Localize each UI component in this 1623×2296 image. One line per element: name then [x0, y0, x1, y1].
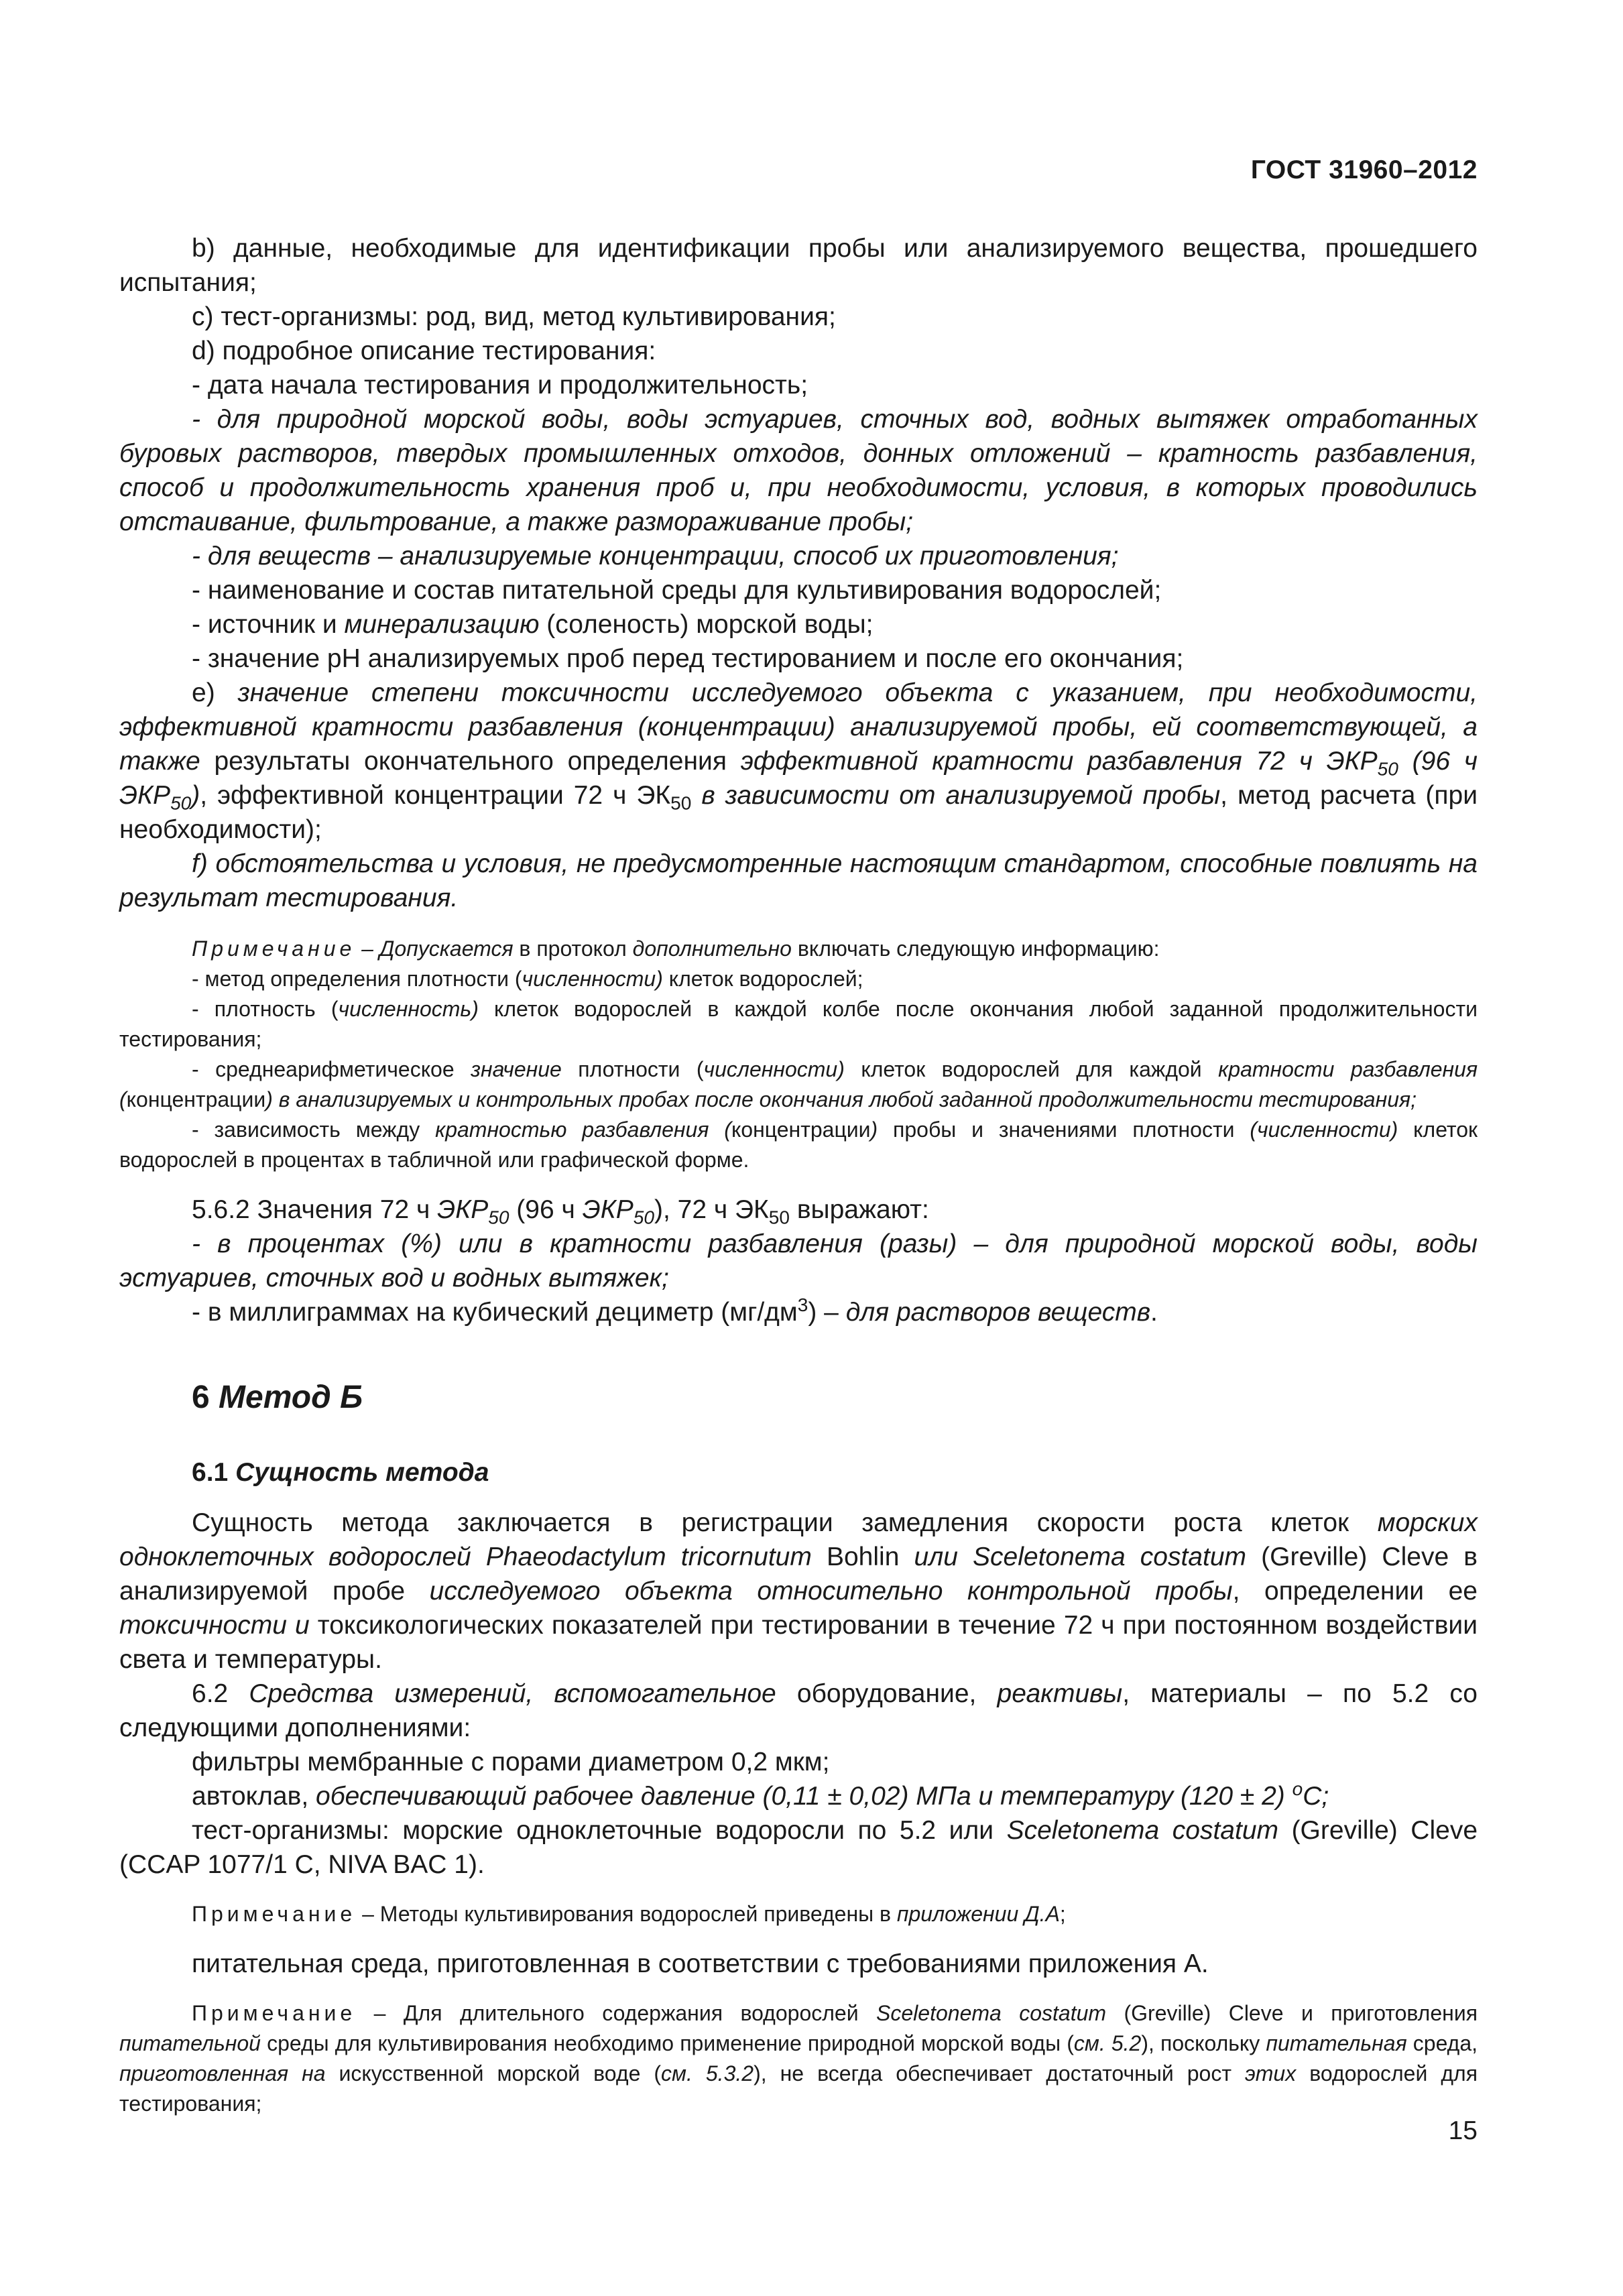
- item-d-source: - источник и минерализацию (соленость) морской воды;: [192, 610, 874, 639]
- item-d-medium: - наименование и состав питательной среды для культивирования водорослей;: [192, 576, 1162, 605]
- item-c: c) тест-организмы: род, вид, метод культивирования;: [192, 302, 836, 331]
- section-6-heading: 6 Метод Б: [192, 1380, 363, 1415]
- clause-5-6-2: 5.6.2 Значения 72 ч $ЭКР_{50}$ (96 ч $ЭКР_{50}$), 72 ч $ЭК_{50}$ выражают:: [192, 1195, 929, 1228]
- note-label: Примечание: [192, 936, 356, 961]
- note-label: Примечание: [192, 2001, 357, 2025]
- method-essence-paragraph: Сущность метода заключается в регистрации замедления скорости роста клеток морских одноклеточных водорослей Phaeodactylum tricornutum Bohlin или Sceletonema costatum (Greville) Cleve в анализируемой пробе исследуемого объекта относительно контрольной пробы, определении ее токсичности и токсикологических показателей при тестировании в течение 72 ч при постоянном воздействии света и температуры.: [119, 1508, 1478, 1674]
- page-number: 15: [1448, 2116, 1478, 2145]
- note-label: Примечание: [192, 1902, 357, 1926]
- item-f: f) обстоятельства и условия, не предусмотренные настоящим стандартом, способные повлиять на результат тестирования.: [119, 849, 1478, 912]
- note-item: - среднеарифметическое значение плотности (численности) клеток водорослей для каждой кратности разбавления (концентрации) в анализируемых и контрольных пробах после окончания любой заданной продолжительности тестирования;: [119, 1057, 1478, 1111]
- clause-5-6-2-mg: - в миллиграммах на кубический дециметр $(мг/дм^3)$ – для растворов веществ.: [192, 1294, 1158, 1327]
- item-d: d) подробное описание тестирования:: [192, 337, 656, 365]
- item-b: b) данные, необходимые для идентификации пробы или анализируемого вещества, прошедшего испытания;: [119, 234, 1478, 297]
- clause-6-2-test-organisms: тест-организмы: морские одноклеточные водоросли по 5.2 или Sceletonema costatum (Greville) Cleve (CCAP 1077/1 C, NIVA BAC 1).: [119, 1816, 1478, 1879]
- note-item: - метод определения плотности (численности) клеток водорослей;: [192, 967, 863, 991]
- note-protocol-additional: Примечание – Допускается в протокол дополнительно включать следующую информацию: - метод определения плотности (численности) клеток водорослей; - плотность (численность) клеток водорослей в каждой колбе после окончания любой заданной продолжительности тестирования; - среднеарифметическое значение плотности (численности) клеток водорослей для каждой кратности разбавления (концентрации) в анализируемых и контрольных пробах после окончания любой заданной продолжительности тестирования; - зависимость между кратностью разбавления (концентрации) пробы и значениями плотности (численности) клеток водорослей в процентах в табличной или графической форме.: [119, 934, 1478, 1175]
- section-6-1-heading: 6.1 Сущность метода: [192, 1458, 489, 1487]
- page-header-standard: ГОСТ 31960–2012: [1250, 156, 1478, 184]
- note-item: - зависимость между кратностью разбавления (концентрации) пробы и значениями плотности (численности) клеток водорослей в процентах в табличной или графической форме.: [119, 1117, 1478, 1172]
- clause-6-2-filters: фильтры мембранные с порами диаметром 0,2 мкм;: [192, 1748, 830, 1776]
- note-cultivation-methods: Примечание – Методы культивирования водорослей приведены в приложении Д.А;: [192, 1902, 1066, 1926]
- nutrient-medium-paragraph: питательная среда, приготовленная в соответствии с требованиями приложения А.: [192, 1949, 1209, 1978]
- clause-6-2-autoclave: автоклав, обеспечивающий рабочее давление (0,11 ± 0,02) МПа и температуру (120 ± 2) $^o$C;: [192, 1778, 1329, 1811]
- note-item: - плотность (численность) клеток водорослей в каждой колбе после окончания любой заданной продолжительности тестирования;: [119, 997, 1478, 1051]
- item-d-substances: - для веществ – анализируемые концентрации, способ их приготовления;: [192, 542, 1119, 570]
- page-body: [119, 231, 1478, 2119]
- item-d-natural-water: - для природной морской воды, воды эстуариев, сточных вод, водных вытяжек отработанных буровых растворов, твердых промышленных отходов, донных отложений – кратность разбавления, способ и продолжительность хранения проб и, при необходимости, условия, в которых проводились отстаивание, фильтрование, а также размораживание пробы;: [119, 405, 1478, 536]
- item-e: e) значение степени токсичности исследуемого объекта с указанием, при необходимости, эффективной кратности разбавления (концентрации) анализируемой пробы, ей соответствующей, а также результаты окончательного определения эффективной кратности разбавления 72 ч $ЭКР_{50}$ (96 ч $ЭКР_{50}$), эффективной концентрации 72 ч $ЭК_{50}$ в зависимости от анализируемой пробы, метод расчета (при необходимости);: [119, 678, 1478, 844]
- clause-6-2: 6.2 Средства измерений, вспомогательное оборудование, реактивы, материалы – по 5.2 со следующими дополнениями:: [119, 1679, 1478, 1742]
- clause-5-6-2-percent: - в процентах (%) или в кратности разбавления (разы) – для природной морской воды, воды эстуариев, сточных вод и водных вытяжек;: [119, 1229, 1478, 1292]
- item-d-start-date: - дата начала тестирования и продолжительность;: [192, 371, 808, 400]
- note-long-term-maintenance: Примечание – Для длительного содержания водорослей Sceletonema costatum (Greville) Cleve и приготовления питательной среды для культивирования необходимо применение природной морской воды (см. 5.2), поскольку питательная среда, приготовленная на искусственной морской воде (см. 5.3.2), не всегда обеспечивает достаточный рост этих водорослей для тестирования;: [119, 2001, 1478, 2116]
- item-d-ph: - значение рН анализируемых проб перед тестированием и после его окончания;: [192, 644, 1184, 673]
